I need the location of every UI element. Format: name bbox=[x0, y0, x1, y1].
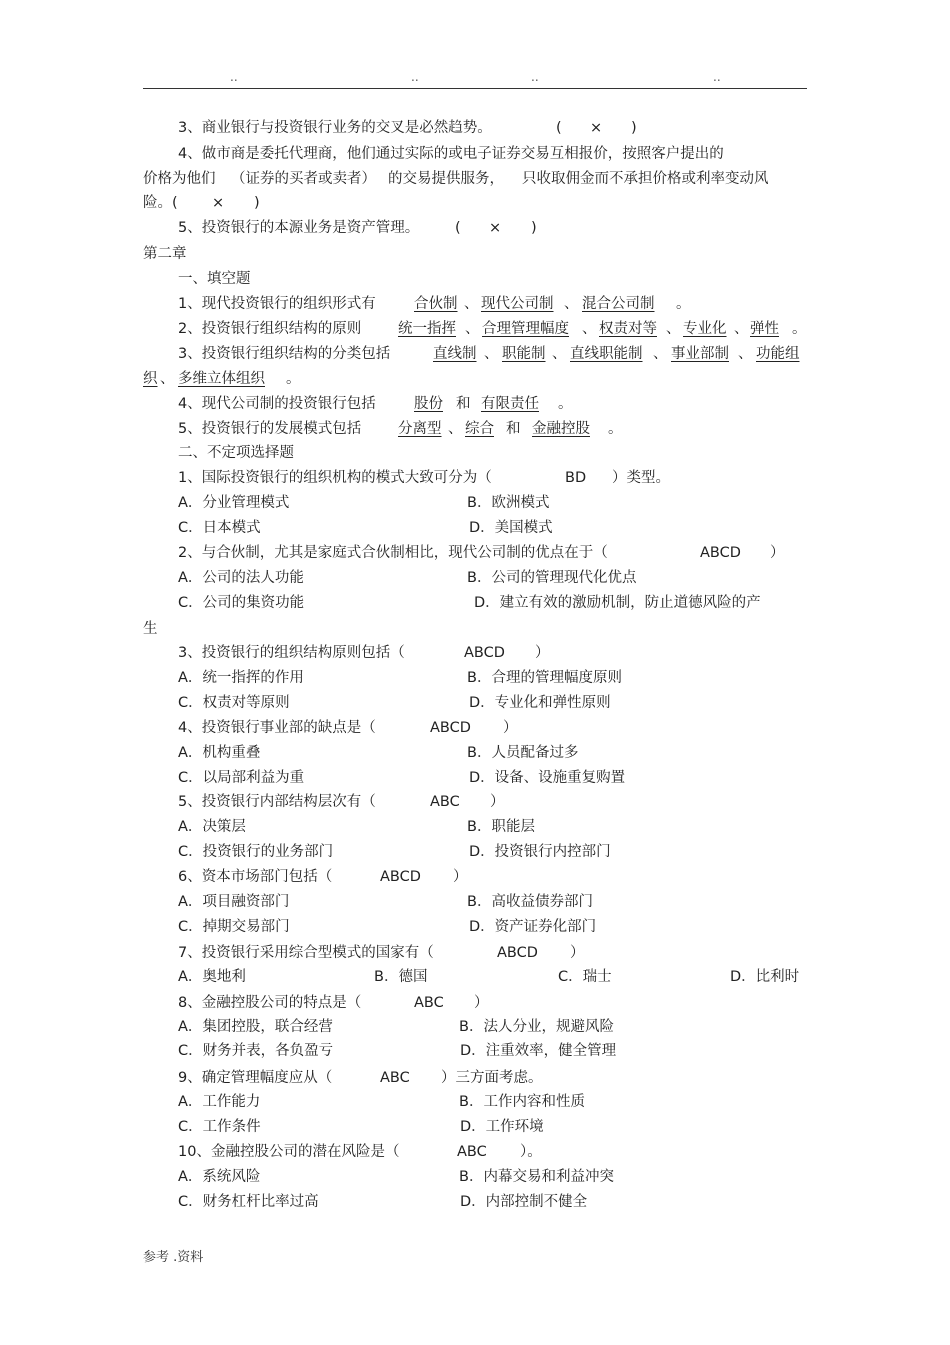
tf-question-4-line2b: （证券的买者或卖者） bbox=[231, 171, 376, 187]
answer-value: ABC bbox=[430, 794, 460, 810]
separator: 、 bbox=[734, 321, 749, 337]
option-a: A．奥地利 bbox=[178, 969, 246, 985]
option-d-continued: 生 bbox=[143, 621, 158, 637]
option-a: A．公司的法人功能 bbox=[178, 570, 304, 586]
answer-value: ABCD bbox=[497, 945, 538, 961]
option-d: D．美国模式 bbox=[469, 520, 553, 536]
tf-question-4-line2a: 价格为他们 bbox=[143, 171, 216, 187]
fill-question-4: 4、现代公司制的投资银行包括 bbox=[178, 396, 376, 412]
question-tail: ） bbox=[503, 720, 518, 736]
option-d: D．建立有效的激励机制，防止道德风险的产 bbox=[474, 595, 761, 611]
separator: 、 bbox=[738, 346, 753, 362]
fill-answer: 直线制 bbox=[433, 346, 477, 362]
header-rule bbox=[143, 88, 807, 89]
choice-question-7: 7、投资银行采用综合型模式的国家有（ bbox=[178, 945, 434, 961]
option-c: C．投资银行的业务部门 bbox=[178, 844, 334, 860]
period: 。 bbox=[608, 421, 623, 437]
choice-question-1: 1、国际投资银行的组织机构的模式大致可分为（ bbox=[178, 470, 492, 486]
choice-question-8: 8、金融控股公司的特点是（ bbox=[178, 995, 362, 1011]
answer-value: ABCD bbox=[430, 720, 471, 736]
option-b: B．德国 bbox=[374, 969, 428, 985]
fill-question-1: 1、现代投资银行的组织形式有 bbox=[178, 296, 376, 312]
fill-answer: 合伙制 bbox=[414, 296, 458, 312]
question-tail: ） bbox=[490, 794, 505, 810]
section-heading-fill: 一、填空题 bbox=[178, 271, 251, 287]
option-c: C．掉期交易部门 bbox=[178, 919, 290, 935]
fill-question-2: 2、投资银行组织结构的原则 bbox=[178, 321, 362, 337]
choice-question-5: 5、投资银行内部结构层次有（ bbox=[178, 794, 376, 810]
option-a: A．决策层 bbox=[178, 819, 246, 835]
option-a: A．机构重叠 bbox=[178, 745, 261, 761]
fill-answer: 合理管理幅度 bbox=[482, 321, 569, 337]
question-tail: ） bbox=[570, 945, 585, 961]
fill-answer: 分离型 bbox=[398, 421, 442, 437]
choice-question-2: 2、与合伙制，尤其是家庭式合伙制相比，现代公司制的优点在于（ bbox=[178, 545, 608, 561]
header-dots: .. bbox=[411, 70, 419, 84]
answer-mark: × bbox=[489, 220, 502, 236]
answer-value: ABC bbox=[414, 995, 444, 1011]
question-tail: ） bbox=[474, 995, 489, 1011]
question-tail: ） bbox=[453, 869, 468, 885]
choice-question-9: 9、确定管理幅度应从（ bbox=[178, 1070, 333, 1086]
option-b: B．工作内容和性质 bbox=[459, 1094, 585, 1110]
paren-open: ( bbox=[455, 220, 461, 236]
option-c: C．财务并表，各负盈亏 bbox=[178, 1043, 334, 1059]
choice-question-3: 3、投资银行的组织结构原则包括（ bbox=[178, 645, 405, 661]
paren-close: ) bbox=[531, 220, 537, 236]
answer-mark: × bbox=[590, 120, 603, 136]
header-dots: .. bbox=[713, 70, 721, 84]
option-a: A．项目融资部门 bbox=[178, 894, 290, 910]
fill-answer: 金融控股 bbox=[532, 421, 590, 437]
fill-answer: 职能制 bbox=[502, 346, 546, 362]
fill-answer: 弹性 bbox=[750, 321, 779, 337]
option-c: C．财务杠杆比率过高 bbox=[178, 1194, 319, 1210]
separator: 、 bbox=[582, 321, 597, 337]
answer-value: ABC bbox=[380, 1070, 410, 1086]
fill-answer: 专业化 bbox=[683, 321, 727, 337]
option-b: B．欧洲模式 bbox=[467, 495, 550, 511]
answer-value: ABC bbox=[457, 1144, 487, 1160]
option-b: B．合理的管理幅度原则 bbox=[467, 670, 622, 686]
tf-question-3: 3、商业银行与投资银行业务的交叉是必然趋势。 bbox=[178, 120, 492, 136]
option-d: D．设备、设施重复购置 bbox=[469, 770, 626, 786]
separator: 、 bbox=[448, 421, 463, 437]
conjunction: 和 bbox=[456, 396, 471, 412]
tf-question-4-line2c: 的交易提供服务， bbox=[388, 171, 504, 187]
option-c: C．以局部利益为重 bbox=[178, 770, 305, 786]
answer-value: ABCD bbox=[700, 545, 741, 561]
choice-question-4: 4、投资银行事业部的缺点是（ bbox=[178, 720, 376, 736]
answer-value: ABCD bbox=[380, 869, 421, 885]
fill-answer: 直线职能制 bbox=[570, 346, 643, 362]
fill-answer: 现代公司制 bbox=[481, 296, 554, 312]
fill-question-3: 3、投资银行组织结构的分类包括 bbox=[178, 346, 391, 362]
separator: 、 bbox=[653, 346, 668, 362]
option-d: D．投资银行内控部门 bbox=[469, 844, 611, 860]
separator: 、 bbox=[552, 346, 567, 362]
fill-answer: 混合公司制 bbox=[582, 296, 655, 312]
answer-value: ABCD bbox=[464, 645, 505, 661]
option-c: C．工作条件 bbox=[178, 1119, 261, 1135]
option-b: B．人员配备过多 bbox=[467, 745, 579, 761]
separator: 、 bbox=[160, 371, 175, 387]
paren-open: ( bbox=[556, 120, 562, 136]
option-d: D．工作环境 bbox=[460, 1119, 544, 1135]
option-c: C．瑞士 bbox=[558, 969, 612, 985]
period: 。 bbox=[676, 296, 691, 312]
option-c: C．日本模式 bbox=[178, 520, 261, 536]
separator: 、 bbox=[464, 296, 479, 312]
question-tail: ）。 bbox=[520, 1144, 542, 1160]
question-tail: ）三方面考虑。 bbox=[441, 1070, 543, 1086]
period: 。 bbox=[792, 321, 807, 337]
separator: 、 bbox=[484, 346, 499, 362]
option-b: B．高收益债券部门 bbox=[467, 894, 593, 910]
period: 。 bbox=[558, 396, 573, 412]
separator: 、 bbox=[564, 296, 579, 312]
option-d: D．资产证券化部门 bbox=[469, 919, 597, 935]
fill-answer: 权责对等 bbox=[599, 321, 657, 337]
separator: 、 bbox=[465, 321, 480, 337]
option-a: A．分业管理模式 bbox=[178, 495, 290, 511]
fill-answer: 有限责任 bbox=[481, 396, 539, 412]
option-d: D．比利时 bbox=[730, 969, 800, 985]
option-d: D．注重效率，健全管理 bbox=[460, 1043, 617, 1059]
conjunction: 和 bbox=[506, 421, 521, 437]
choice-question-6: 6、资本市场部门包括（ bbox=[178, 869, 333, 885]
tf-question-4-line3: 险。( bbox=[143, 195, 178, 211]
fill-question-5: 5、投资银行的发展模式包括 bbox=[178, 421, 362, 437]
option-d: D．专业化和弹性原则 bbox=[469, 695, 611, 711]
paren-close: ) bbox=[631, 120, 637, 136]
option-a: A．统一指挥的作用 bbox=[178, 670, 304, 686]
page-footer: 参考 .资料 bbox=[143, 1250, 204, 1265]
fill-answer: 统一指挥 bbox=[398, 321, 456, 337]
header-dots: .. bbox=[531, 70, 539, 84]
fill-answer: 事业部制 bbox=[671, 346, 729, 362]
tf-question-5: 5、投资银行的本源业务是资产管理。 bbox=[178, 220, 420, 236]
tf-question-4-line2d: 只收取佣金而不承担价格或利率变动风 bbox=[522, 171, 769, 187]
option-b: B．公司的管理现代化优点 bbox=[467, 570, 637, 586]
option-d: D．内部控制不健全 bbox=[460, 1194, 588, 1210]
fill-answer: 织 bbox=[143, 371, 158, 387]
chapter-title: 第二章 bbox=[143, 246, 187, 262]
question-tail: ） bbox=[535, 645, 550, 661]
answer-value: BD bbox=[565, 470, 587, 486]
option-a: A．集团控股，联合经营 bbox=[178, 1019, 333, 1035]
question-tail: ）类型。 bbox=[612, 470, 670, 486]
option-b: B．内幕交易和利益冲突 bbox=[459, 1169, 614, 1185]
option-a: A．工作能力 bbox=[178, 1094, 261, 1110]
choice-question-10: 10、金融控股公司的潜在风险是（ bbox=[178, 1144, 400, 1160]
option-b: B．职能层 bbox=[467, 819, 535, 835]
section-heading-choice: 二、不定项选择题 bbox=[178, 445, 294, 461]
question-tail: ） bbox=[770, 545, 785, 561]
header-dots: .. bbox=[230, 70, 238, 84]
separator: 、 bbox=[666, 321, 681, 337]
answer-mark: × bbox=[212, 195, 225, 211]
tf-question-4-line1: 4、做市商是委托代理商，他们通过实际的或电子证券交易互相报价，按照客户提出的 bbox=[178, 146, 724, 162]
period: 。 bbox=[286, 371, 301, 387]
fill-answer: 股份 bbox=[414, 396, 443, 412]
fill-answer: 综合 bbox=[465, 421, 494, 437]
fill-answer: 功能组 bbox=[756, 346, 800, 362]
option-c: C．公司的集资功能 bbox=[178, 595, 305, 611]
option-b: B．法人分业，规避风险 bbox=[459, 1019, 614, 1035]
option-c: C．权责对等原则 bbox=[178, 695, 290, 711]
fill-answer: 多维立体组织 bbox=[178, 371, 265, 387]
paren-close: ) bbox=[254, 195, 260, 211]
option-a: A．系统风险 bbox=[178, 1169, 261, 1185]
